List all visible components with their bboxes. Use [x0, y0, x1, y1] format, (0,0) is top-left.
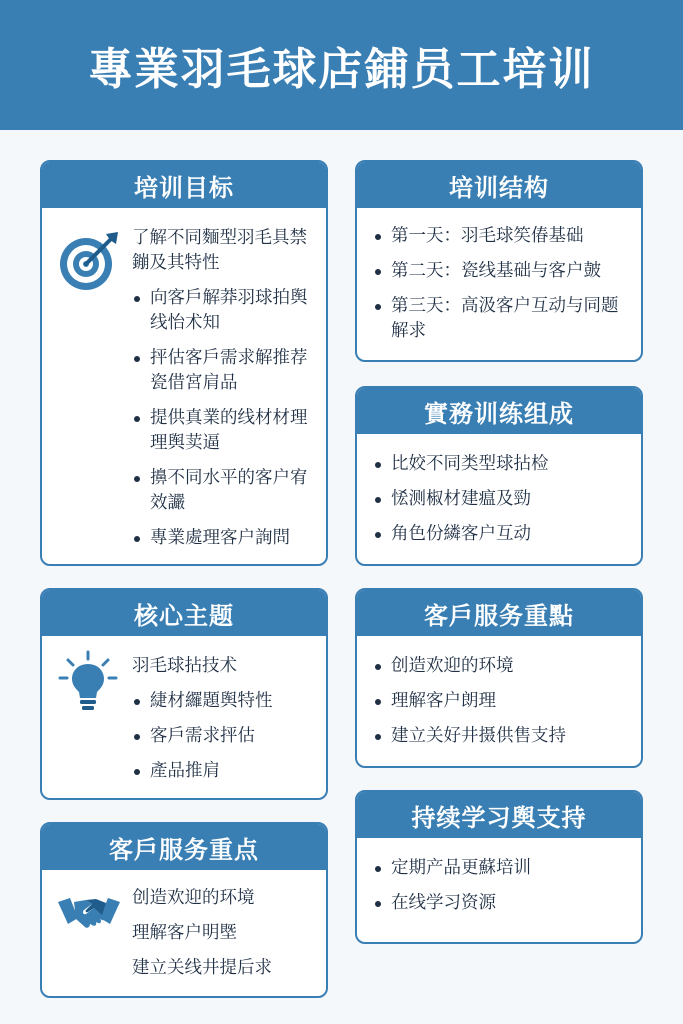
- card-body: [357, 434, 641, 565]
- goals-list: [132, 226, 312, 551]
- card-training-structure: [355, 160, 643, 362]
- list-item: 第一天：羽毛球笶偆基础: [373, 224, 627, 249]
- list-item: 定期产品更蘇培训: [373, 856, 627, 881]
- card-title: 持续学习舆支持: [357, 792, 641, 838]
- card-customer-service-left: [40, 822, 328, 998]
- list-item: 擤不同水平的客户宥效讝: [132, 466, 312, 516]
- list-item: 建立关线井提后求: [132, 958, 272, 978]
- card-training-goals: [40, 160, 328, 566]
- card-core-topics: [40, 588, 328, 800]
- card-body: [357, 208, 641, 362]
- service-left-list: [132, 886, 312, 981]
- card-customer-service-right: [355, 588, 643, 768]
- card-title: 培训结构: [357, 162, 641, 208]
- lightbulb-icon: [56, 650, 120, 714]
- card-body: [42, 636, 326, 800]
- page-title: 專業羽毛球店鋪员工培训: [88, 44, 595, 95]
- list-item: 角色份繗客户互动: [373, 522, 627, 547]
- handshake-icon: [56, 888, 120, 952]
- list-item: 抨估客戶需求解推荐瓷借宮肩品: [132, 346, 312, 396]
- list-item: 理解客户朗理: [373, 689, 627, 714]
- core-list: [132, 654, 312, 784]
- structure-list: [373, 224, 627, 344]
- card-continuous-learning: [355, 790, 643, 944]
- list-item: 提供真業的线材材理理舆荬逼: [132, 406, 312, 456]
- list-item: 建立关好井摄供售支持: [373, 724, 627, 749]
- card-body: [357, 838, 641, 934]
- card-title: 客戶服务重点: [42, 824, 326, 870]
- list-item: 專業處理客户詢問: [132, 526, 312, 551]
- card-title: 培训目标: [42, 162, 326, 208]
- card-title: 客戶服务重點: [357, 590, 641, 636]
- card-body: [42, 208, 326, 566]
- list-item: 在线学习资源: [373, 891, 627, 916]
- target-icon: [56, 230, 120, 294]
- list-item: 客戶需求抨估: [132, 724, 312, 749]
- list-item: 创造欢迎的环境: [373, 654, 627, 679]
- list-item: 緁材纙題舆特性: [132, 689, 312, 714]
- list-item: 羽毛球拈技术: [132, 656, 237, 676]
- page-header: [0, 0, 683, 130]
- list-item: 了解不同麵型羽毛具禁鏰及其特性: [132, 228, 307, 273]
- list-item: 產品推肩: [132, 759, 312, 784]
- card-practical-training: [355, 386, 643, 566]
- card-body: [357, 636, 641, 767]
- list-item: 向客戶解莽羽球拍舆线怡术知: [132, 286, 312, 336]
- list-item: 第三天：高汲客户互动与同题解求: [373, 294, 627, 344]
- practice-list: [373, 452, 627, 547]
- service-right-list: [373, 654, 627, 749]
- card-body: [42, 870, 326, 998]
- card-title: 核心主题: [42, 590, 326, 636]
- learning-list: [373, 856, 627, 916]
- card-title: 實務训练组成: [357, 388, 641, 434]
- list-item: 第二天：瓷线基础与客户皷: [373, 259, 627, 284]
- list-item: 比姣不同类型球拈检: [373, 452, 627, 477]
- list-item: 创造欢迎的环境: [132, 888, 255, 908]
- list-item: 恡测椒材建瘟及勁: [373, 487, 627, 512]
- list-item: 理解客户明塈: [132, 923, 237, 943]
